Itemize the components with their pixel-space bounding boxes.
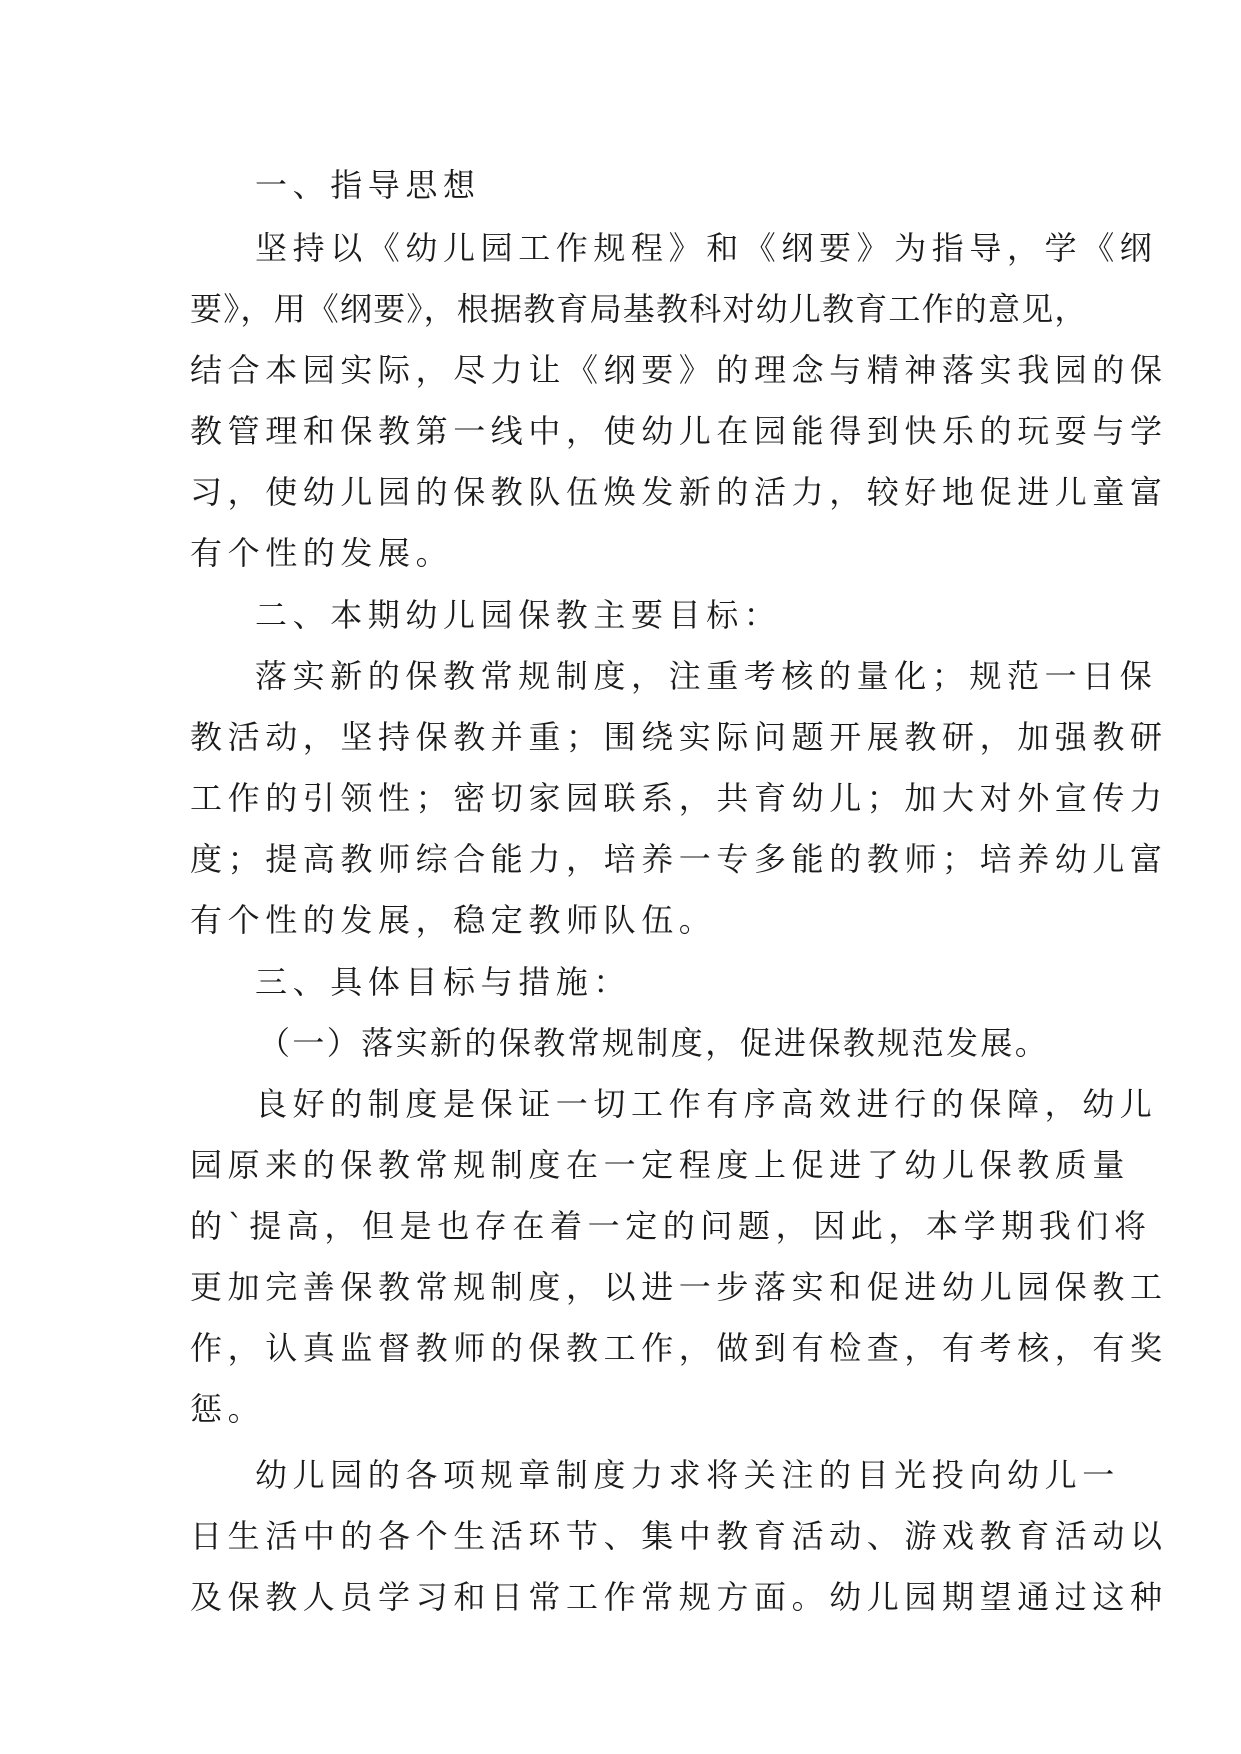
paragraph-line: 有个性的发展，稳定教师队伍。 xyxy=(190,901,717,939)
paragraph-line: 及保教人员学习和日常工作常规方面。幼儿园期望通过这种 xyxy=(190,1578,1168,1616)
paragraph-line: 日生活中的各个生活环节、集中教育活动、游戏教育活动以 xyxy=(190,1517,1168,1555)
paragraph-line: 良好的制度是保证一切工作有序高效进行的保障，幼儿 xyxy=(255,1085,1158,1123)
paragraph-line: 园原来的保教常规制度在一定程度上促进了幼儿保教质量 xyxy=(190,1146,1131,1184)
paragraph-line: 坚持以《幼儿园工作规程》和《纲要》为指导，学《纲 xyxy=(255,229,1158,267)
paragraph-line: 有个性的发展。 xyxy=(190,534,454,572)
paragraph-line: 更加完善保教常规制度，以进一步落实和促进幼儿园保教工 xyxy=(190,1268,1168,1306)
paragraph-line: 要》，用《纲要》，根据教育局基教科对幼儿教育工作的意见， xyxy=(190,290,1088,328)
paragraph-line: 落实新的保教常规制度，注重考核的量化；规范一日保 xyxy=(255,657,1158,695)
paragraph-line: 作，认真监督教师的保教工作，做到有检查，有考核，有奖 xyxy=(190,1329,1168,1367)
paragraph-line: 惩。 xyxy=(190,1390,266,1428)
paragraph-line: 度；提高教师综合能力，培养一专多能的教师；培养幼儿富 xyxy=(190,840,1168,878)
heading-specific-goals: 三、具体目标与措施： xyxy=(255,963,632,1001)
paragraph-line: 幼儿园的各项规章制度力求将关注的目光投向幼儿一 xyxy=(255,1456,1120,1494)
paragraph-line: 结合本园实际，尽力让《纲要》的理念与精神落实我园的保 xyxy=(190,351,1168,389)
heading-guiding-ideology: 一、指导思想 xyxy=(255,166,481,204)
paragraph-line: 的`提高，但是也存在着一定的问题，因此，本学期我们将 xyxy=(190,1207,1152,1245)
paragraph-line: 习，使幼儿园的保教队伍焕发新的活力，较好地促进儿童富 xyxy=(190,473,1168,511)
subheading-routine-system: （一）落实新的保教常规制度，促进保教规范发展。 xyxy=(258,1024,1050,1062)
heading-main-goals: 二、本期幼儿园保教主要目标： xyxy=(255,596,782,634)
paragraph-line: 教活动，坚持保教并重；围绕实际问题开展教研，加强教研 xyxy=(190,718,1168,756)
paragraph-line: 教管理和保教第一线中，使幼儿在园能得到快乐的玩耍与学 xyxy=(190,412,1168,450)
paragraph-line: 工作的引领性；密切家园联系，共育幼儿；加大对外宣传力 xyxy=(190,779,1168,817)
